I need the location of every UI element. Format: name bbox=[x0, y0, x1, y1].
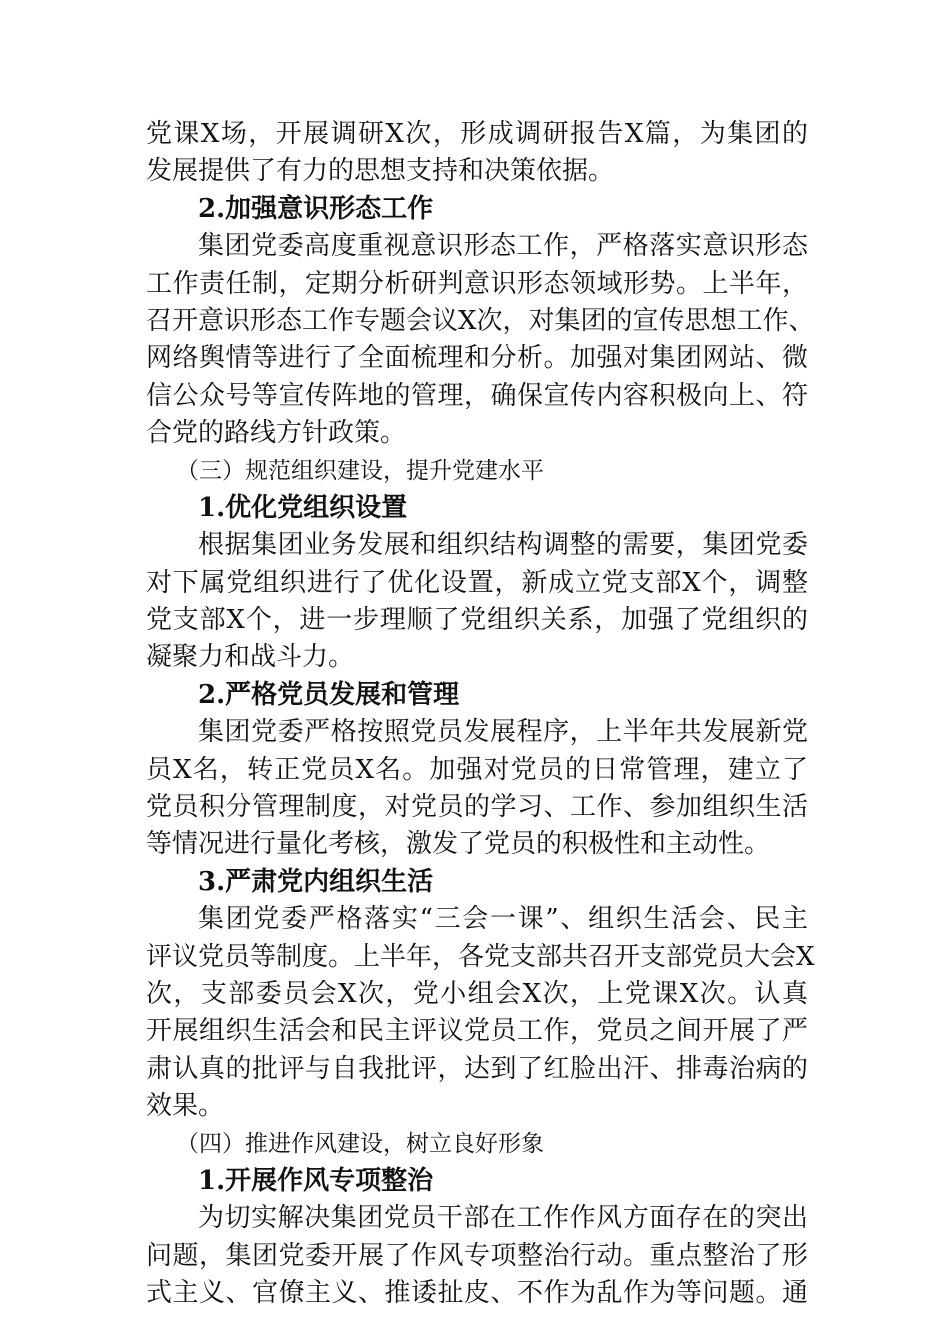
body-text-line: 次，支部委员会X次，党小组会X次，上党课X次。认真 bbox=[146, 978, 808, 1009]
subsection-heading: 2.加强意识形态工作 bbox=[198, 193, 434, 224]
body-text-line: 对下属党组织进行了优化设置，新成立党支部X个，调整 bbox=[146, 567, 808, 598]
body-text-line: 式主义、官僚主义、推诿扯皮、不作为乱作为等问题。通 bbox=[146, 1278, 808, 1309]
body-text-line: 员X名，转正党员X名。加强对党员的日常管理，建立了 bbox=[146, 754, 808, 785]
body-text-line: 等情况进行量化考核，激发了党员的积极性和主动性。 bbox=[146, 829, 771, 860]
section-heading: （四）推进作风建设，树立良好形象 bbox=[176, 1130, 544, 1157]
body-text-line: 根据集团业务发展和组织结构调整的需要，集团党委 bbox=[198, 530, 808, 561]
body-text-line: 党支部X个，进一步理顺了党组织关系，加强了党组织的 bbox=[146, 605, 808, 636]
body-text-line: 开展组织生活会和民主评议党员工作，党员之间开展了严 bbox=[146, 1016, 808, 1047]
body-text-line: 肃认真的批评与自我批评，达到了红脸出汗、排毒治病的 bbox=[146, 1053, 808, 1084]
section-heading: （三）规范组织建设，提升党建水平 bbox=[176, 457, 544, 484]
body-text-line: 工作责任制，定期分析研判意识形态领域形势。上半年， bbox=[146, 268, 808, 299]
subsection-heading: 2.严格党员发展和管理 bbox=[198, 679, 460, 710]
body-text-line: 合党的路线方针政策。 bbox=[146, 418, 407, 449]
body-text-line: 集团党委严格按照党员发展程序，上半年共发展新党 bbox=[198, 717, 808, 748]
body-text-line: 评议党员等制度。上半年，各党支部共召开支部党员大会X bbox=[146, 941, 815, 972]
subsection-heading: 1.优化党组织设置 bbox=[198, 492, 408, 523]
body-text-line: 网络舆情等进行了全面梳理和分析。加强对集团网站、微 bbox=[146, 343, 808, 374]
body-text-line: 集团党委高度重视意识形态工作，严格落实意识形态 bbox=[198, 231, 808, 262]
body-text-line: 集团党委严格落实“三会一课”、组织生活会、民主 bbox=[198, 904, 808, 935]
subsection-heading: 1.开展作风专项整治 bbox=[198, 1165, 434, 1196]
body-text-line: 召开意识形态工作专题会议X次，对集团的宣传思想工作、 bbox=[146, 305, 815, 336]
body-text-line: 为切实解决集团党员干部在工作作风方面存在的突出 bbox=[198, 1203, 808, 1234]
body-text-line: 效果。 bbox=[146, 1091, 225, 1122]
body-text-line: 发展提供了有力的思想支持和决策依据。 bbox=[146, 156, 615, 187]
body-text-line: 党员积分管理制度，对党员的学习、工作、参加组织生活 bbox=[146, 792, 808, 823]
subsection-heading: 3.严肃党内组织生活 bbox=[198, 866, 434, 897]
body-text-line: 党课X场，开展调研X次，形成调研报告X篇，为集团的 bbox=[146, 119, 808, 149]
body-text-line: 信公众号等宣传阵地的管理，确保宣传内容积极向上、符 bbox=[146, 380, 808, 411]
document-body bbox=[146, 116, 815, 1313]
body-text-line: 凝聚力和战斗力。 bbox=[146, 642, 355, 673]
body-text-line: 问题，集团党委开展了作风专项整治行动。重点整治了形 bbox=[146, 1240, 808, 1271]
